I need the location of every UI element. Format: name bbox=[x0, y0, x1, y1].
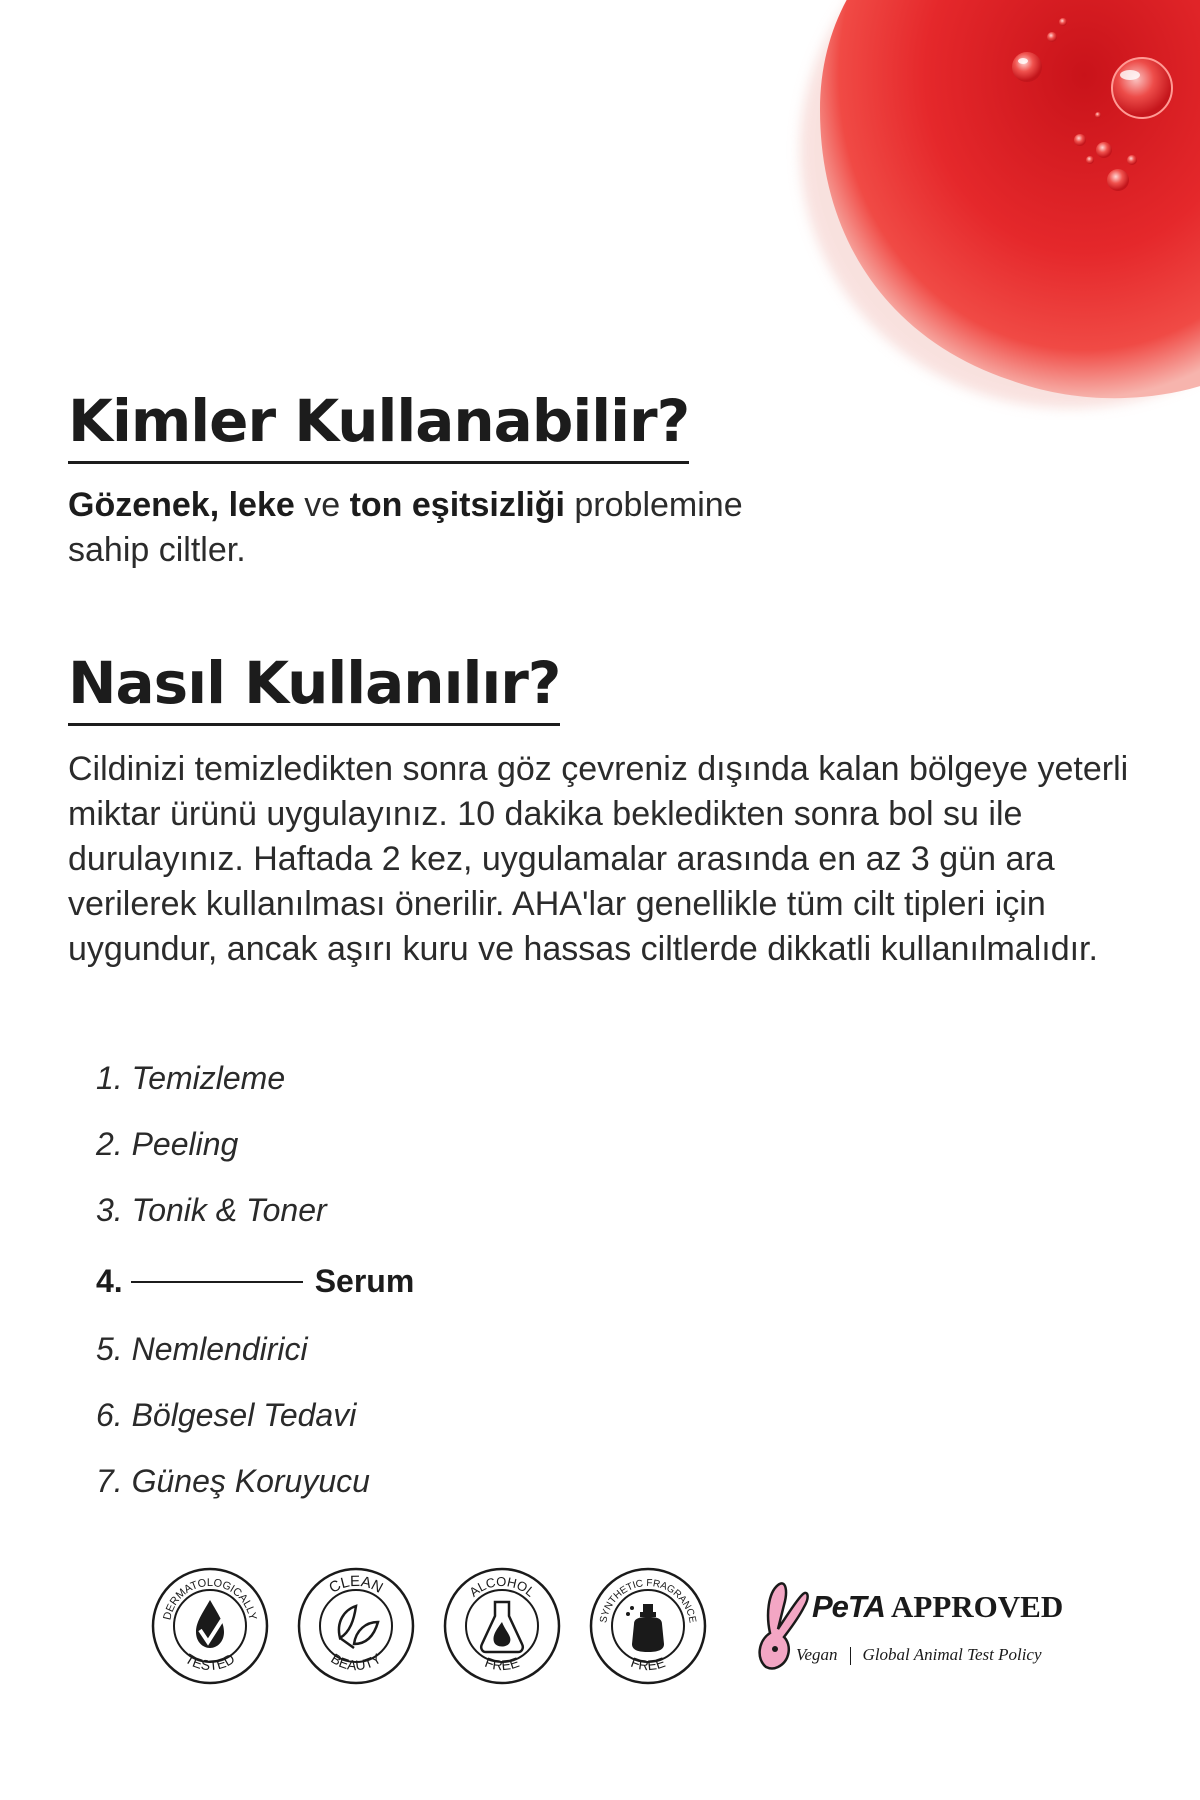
peta-brand-text: PeTA bbox=[812, 1589, 885, 1624]
badge-top-text: ALCOHOL bbox=[466, 1573, 538, 1600]
step-label: Tonik & Toner bbox=[131, 1192, 327, 1228]
flask-flame-icon bbox=[481, 1602, 523, 1652]
text-and: ve bbox=[294, 486, 350, 524]
dropper-check-icon bbox=[196, 1600, 224, 1648]
step-6 bbox=[96, 1397, 356, 1434]
who-can-use-text bbox=[68, 483, 828, 573]
dermatologically-tested-badge bbox=[150, 1566, 270, 1686]
badge-bottom-text: BEAUTY bbox=[328, 1650, 384, 1674]
step-7 bbox=[96, 1463, 370, 1500]
bold-tone-unevenness: ton eşitsizliği bbox=[349, 486, 565, 524]
vegan-text: Vegan bbox=[796, 1645, 838, 1664]
step-5 bbox=[96, 1331, 308, 1368]
who-can-use-title: Kimler Kullanabilir? bbox=[68, 388, 689, 464]
step-number: 2. bbox=[96, 1126, 123, 1162]
step-number: 3. bbox=[96, 1192, 123, 1228]
step-number: 7. bbox=[96, 1463, 123, 1499]
step-number: 5. bbox=[96, 1331, 123, 1367]
step-label: Serum bbox=[314, 1263, 415, 1299]
svg-text:FREE bbox=[629, 1654, 667, 1673]
approved-text: APPROVED bbox=[891, 1589, 1064, 1624]
badge-bottom-text: FREE bbox=[482, 1653, 522, 1674]
peta-approved-title bbox=[812, 1589, 1063, 1625]
current-step-line bbox=[131, 1281, 303, 1283]
how-to-use-text: Cildinizi temizledikten sonra göz çevreniz dışında kalan bölgeye yeterli miktar ürünü uygulayınız. 10 dakika bekledikten sonra bol su ile durulayınız. Haftada 2 kez, uygulamalar arasında en az 3 gün ara verilerek kullanılması önerilir. AHA'lar genellikle tüm cilt tipleri için uygundur, ancak aşırı kuru ve hassas ciltlerde dikkatli kullanılmalıdır. bbox=[68, 750, 1129, 968]
badge-bottom-text: FREE bbox=[628, 1653, 668, 1674]
badge-top-text: CLEAN bbox=[326, 1572, 386, 1597]
step-label: Nemlendirici bbox=[131, 1331, 308, 1367]
separator bbox=[850, 1647, 851, 1665]
step-3 bbox=[96, 1192, 327, 1229]
how-to-use-title: Nasıl Kullanılır? bbox=[68, 650, 560, 726]
peta-subtitle bbox=[796, 1645, 1042, 1665]
svg-text:TESTED bbox=[183, 1650, 238, 1673]
step-4-current bbox=[96, 1263, 414, 1300]
svg-text:BEAUTY bbox=[328, 1650, 384, 1674]
step-number: 6. bbox=[96, 1397, 123, 1433]
red-gel-drop-image bbox=[780, 0, 1200, 420]
svg-text:CLEAN bbox=[326, 1573, 385, 1597]
perfume-bottle-icon bbox=[626, 1604, 664, 1652]
step-label: Bölgesel Tedavi bbox=[131, 1397, 357, 1433]
badge-top-text: DERMATOLOGICALLY bbox=[161, 1576, 259, 1622]
policy-text: Global Animal Test Policy bbox=[862, 1645, 1042, 1664]
step-label: Peeling bbox=[131, 1126, 239, 1162]
step-2 bbox=[96, 1126, 238, 1163]
step-1 bbox=[96, 1060, 285, 1097]
clean-beauty-badge bbox=[296, 1566, 416, 1686]
step-number: 1. bbox=[96, 1060, 123, 1096]
synthetic-fragrance-free-badge bbox=[588, 1566, 708, 1686]
leaf-icon bbox=[339, 1606, 378, 1648]
alcohol-free-badge bbox=[442, 1566, 562, 1686]
bold-pores-spots: Gözenek, leke bbox=[68, 486, 295, 524]
text-problem-skins: problemine sahip ciltler. bbox=[68, 486, 743, 569]
svg-text:ALCOHOL bbox=[466, 1574, 537, 1600]
svg-text:FREE bbox=[483, 1654, 521, 1673]
badge-top-text: SYNTHETIC FRAGRANCE bbox=[598, 1577, 698, 1624]
step-label: Temizleme bbox=[131, 1060, 286, 1096]
peta-approved-logo bbox=[748, 1575, 1068, 1685]
step-label: Güneş Koruyucu bbox=[131, 1463, 370, 1499]
badge-bottom-text: TESTED bbox=[182, 1650, 238, 1674]
step-number: 4. bbox=[96, 1263, 123, 1299]
